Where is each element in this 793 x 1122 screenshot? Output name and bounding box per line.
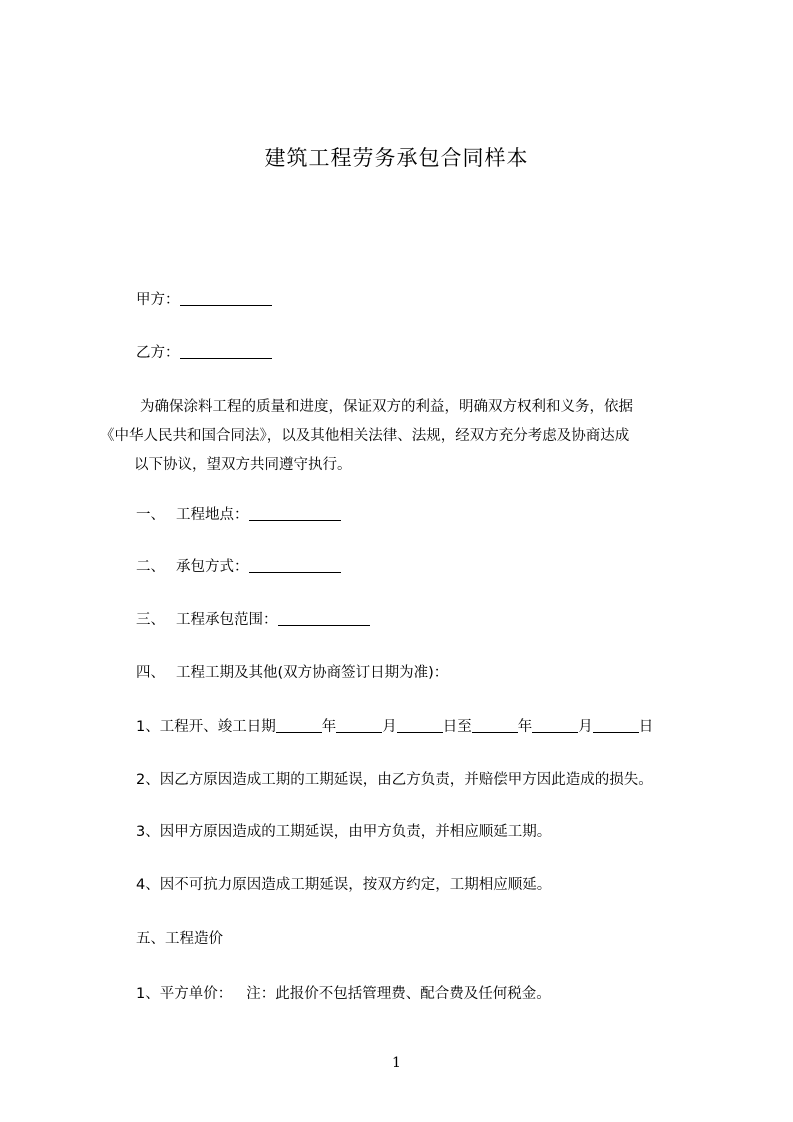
party-b-blank xyxy=(180,344,272,359)
day-to-label: 日至 xyxy=(442,719,472,735)
end-month-blank xyxy=(532,718,578,733)
intro-paragraph xyxy=(100,393,701,480)
section-4-text: 工程工期及其他(双方协商签订日期为准)： xyxy=(176,665,449,681)
party-b-label: 乙方： xyxy=(136,345,180,361)
party-a-line xyxy=(136,289,272,311)
section-1-text: 工程地点： xyxy=(176,507,249,523)
party-a-blank xyxy=(180,291,272,306)
section-1-line xyxy=(136,504,341,526)
end-month-label: 月 xyxy=(578,719,593,735)
section-2-blank xyxy=(249,558,341,573)
clause-4: 4、因不可抗力原因造成工期延误，按双方约定，工期相应顺延。 xyxy=(136,877,552,893)
section-1-blank xyxy=(249,506,341,521)
start-year-blank xyxy=(276,718,322,733)
end-day-blank xyxy=(593,718,639,733)
page-number: 1 xyxy=(392,1055,401,1071)
section-2-number: 二、 xyxy=(136,559,165,575)
section-2-line xyxy=(136,556,341,578)
start-day-blank xyxy=(397,718,443,733)
section-5-heading: 五、工程造价 xyxy=(136,931,223,947)
section-2-text: 承包方式： xyxy=(176,559,249,575)
start-year-label: 年 xyxy=(321,719,337,735)
price-label: 1、平方单价： xyxy=(136,986,233,1002)
period-prefix: 1、工程开、竣工日期 xyxy=(136,719,276,735)
section-3-line xyxy=(136,609,370,631)
section-3-blank xyxy=(278,611,370,626)
section-4-line xyxy=(136,662,448,684)
section-1-number: 一、 xyxy=(136,507,165,523)
party-a-label: 甲方： xyxy=(136,292,180,308)
start-month-blank xyxy=(336,718,382,733)
price-note: 注：此报价不包括管理费、配合费及任何税金。 xyxy=(246,986,551,1002)
clause-2: 2、因乙方原因造成工期的工期延误，由乙方负责，并赔偿甲方因此造成的损失。 xyxy=(136,772,653,788)
intro-line-1: 为确保涂料工程的质量和进度，保证双方的利益，明确双方权利和义务，依据 xyxy=(140,399,633,415)
start-month-label: 月 xyxy=(382,719,397,735)
intro-line-2: 《中华人民共和国合同法》，以及其他相关法律、法规，经双方充分考虑及协商达成 xyxy=(100,428,630,444)
clause-3: 3、因甲方原因造成的工期延误，由甲方负责，并相应顺延工期。 xyxy=(136,824,552,840)
party-b-line xyxy=(136,342,272,364)
section-3-text: 工程承包范围： xyxy=(176,612,278,628)
section-3-number: 三、 xyxy=(136,612,165,628)
intro-line-3: 以下协议，望双方共同遵守执行。 xyxy=(134,457,352,473)
document-title: 建筑工程劳务承包合同样本 xyxy=(264,146,529,170)
end-day-label: 日 xyxy=(638,719,654,735)
section-4-number: 四、 xyxy=(136,665,165,681)
price-line xyxy=(136,983,551,1005)
period-line xyxy=(136,716,653,738)
end-year-blank xyxy=(472,718,518,733)
end-year-label: 年 xyxy=(517,719,533,735)
